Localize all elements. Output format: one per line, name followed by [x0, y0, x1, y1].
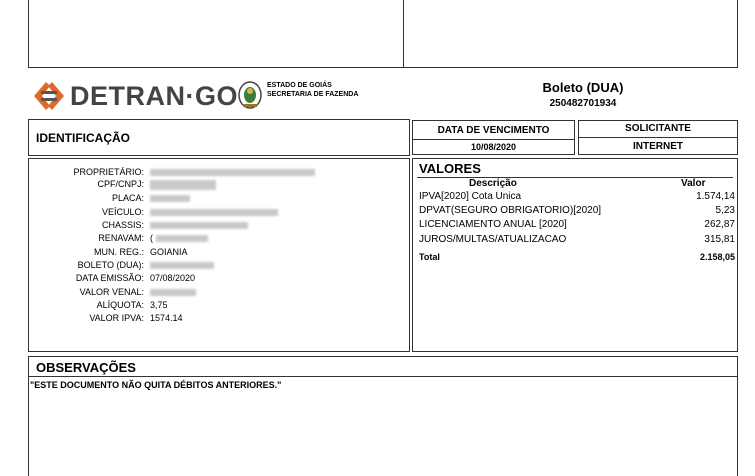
top-left-box: [28, 0, 404, 68]
values-col-description: Descrição: [469, 178, 517, 189]
values-amount: 1.574,14: [696, 191, 735, 202]
due-date-box: [412, 120, 575, 155]
observations-box: [28, 356, 738, 476]
field-value: GOIANIA: [150, 247, 188, 257]
requester-box: [578, 120, 738, 155]
values-box: [412, 158, 738, 352]
field-label: RENAVAM:: [98, 233, 144, 243]
field-value: 1574.14: [150, 313, 183, 323]
state-line-2: SECRETARIA DE FAZENDA: [267, 91, 359, 98]
field-value-redacted: [150, 167, 315, 177]
values-row: [413, 205, 735, 218]
field-value: 07/08/2020: [150, 273, 196, 283]
field-row: [29, 260, 409, 273]
field-row: [29, 273, 409, 286]
requester-label: SOLICITANTE: [625, 123, 691, 134]
field-label: BOLETO (DUA):: [77, 260, 144, 270]
document-number: 250482701934: [549, 98, 617, 109]
values-desc: JUROS/MULTAS/ATUALIZACAO: [419, 234, 567, 245]
requester-value: INTERNET: [633, 141, 683, 152]
field-label: CHASSIS:: [101, 220, 144, 230]
state-name: [267, 81, 358, 99]
values-amount: 315,81: [704, 234, 735, 245]
due-date-value: 10/08/2020: [470, 142, 517, 152]
field-value-redacted: [150, 287, 196, 297]
field-value: 3,75: [150, 300, 168, 310]
values-row: [413, 234, 735, 247]
values-amount: 262,87: [704, 219, 735, 230]
values-total-row: [413, 252, 735, 265]
identification-fields: [28, 158, 410, 352]
field-row: [29, 287, 409, 300]
values-desc: DPVAT(SEGURO OBRIGATORIO)[2020]: [419, 205, 602, 216]
observations-title: OBSERVAÇÕES: [36, 360, 136, 375]
detran-logo: [32, 80, 238, 112]
field-row: [29, 193, 409, 206]
observations-text: "ESTE DOCUMENTO NÃO QUITA DÉBITOS ANTERIORES.": [30, 380, 282, 390]
document-title: Boleto (DUA): [542, 80, 624, 95]
values-desc: LICENCIAMENTO ANUAL [2020]: [419, 219, 567, 230]
values-total-amount: 2.158,05: [699, 252, 735, 262]
field-label: MUN. REG.:: [93, 247, 144, 257]
field-label: PLACA:: [111, 193, 144, 203]
values-col-value: Valor: [681, 178, 706, 189]
field-label: PROPRIETÁRIO:: [73, 167, 144, 177]
values-amount: 5,23: [715, 205, 735, 216]
field-row: [29, 313, 409, 326]
field-value-redacted: [150, 179, 216, 190]
values-total-label: Total: [419, 252, 440, 262]
field-value-redacted: [150, 193, 190, 203]
field-row: [29, 233, 409, 246]
identification-title: IDENTIFICAÇÃO: [36, 131, 130, 145]
field-row: [29, 300, 409, 313]
values-row: [413, 191, 735, 204]
field-value-redacted: [150, 260, 214, 270]
field-label: DATA EMISSÃO:: [75, 273, 144, 283]
field-row: [29, 247, 409, 260]
field-row: [29, 179, 409, 192]
top-right-box: [403, 0, 738, 68]
values-row: [413, 219, 735, 232]
field-label: VALOR IPVA:: [89, 313, 144, 323]
due-date-label: DATA DE VENCIMENTO: [437, 125, 550, 136]
state-seal-icon: [237, 80, 263, 110]
field-value-redacted: [150, 220, 248, 230]
field-label: VEÍCULO:: [101, 207, 144, 217]
field-row: [29, 207, 409, 220]
field-label: VALOR VENAL:: [79, 287, 144, 297]
values-desc: IPVA[2020] Cota Unica: [419, 191, 522, 202]
field-value-redacted: [150, 207, 278, 217]
field-value: (: [150, 233, 208, 243]
state-line-1: ESTADO DE GOIÁS: [267, 82, 332, 89]
logo-text: DETRAN·GO: [70, 81, 238, 111]
detran-arrows-icon: [32, 80, 66, 112]
field-label: CPF/CNPJ:: [97, 179, 144, 189]
identification-header: [28, 119, 410, 156]
values-title: VALORES: [419, 161, 481, 176]
field-row: [29, 220, 409, 233]
field-label: ALÍQUOTA:: [96, 300, 144, 310]
